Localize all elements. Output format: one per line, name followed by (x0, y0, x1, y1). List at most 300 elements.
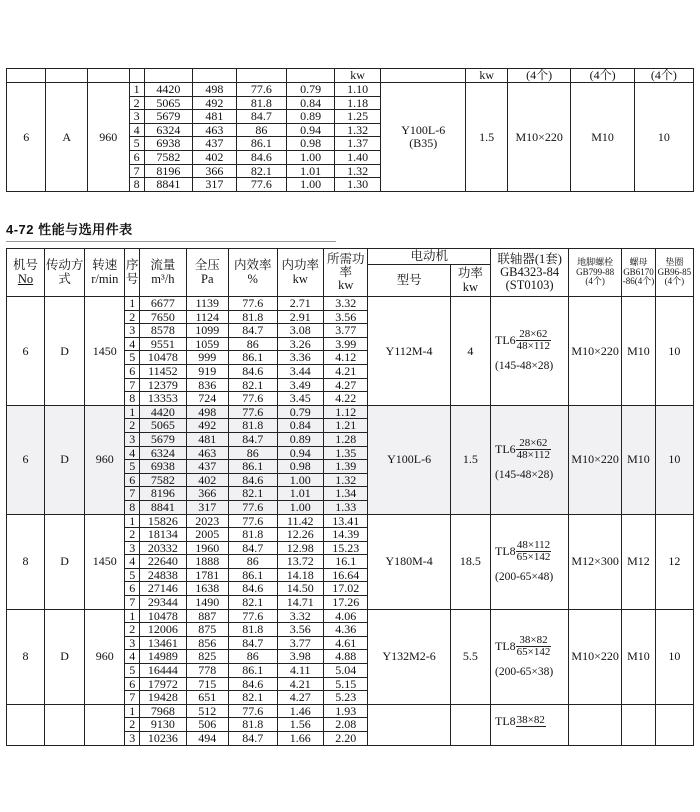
eff-cell: 81.8 (236, 96, 286, 110)
motor-model-cell (381, 83, 466, 192)
coupling-prefix: TL6 (495, 442, 516, 457)
header-seq: 序号 (125, 249, 140, 297)
flow-cell: 13353 (140, 392, 187, 406)
seq-cell: 6 (125, 364, 140, 378)
flow-cell: 5065 (140, 419, 187, 433)
drive-cell: D (45, 514, 85, 609)
washer-cell (655, 704, 693, 745)
coupling-fraction (516, 438, 551, 461)
pressure-cell: 1888 (186, 555, 228, 569)
table-row (7, 609, 694, 623)
table-row (7, 297, 694, 311)
seq-cell: 1 (125, 704, 140, 718)
drive-cell: D (45, 609, 85, 704)
pressure-cell: 2005 (186, 528, 228, 542)
coupling-prefix: TL8 (495, 713, 516, 728)
machine-no-cell: 8 (7, 609, 45, 704)
flow-cell: 6938 (140, 460, 187, 474)
inner-power-cell: 3.49 (277, 378, 324, 392)
pressure-cell: 317 (186, 500, 228, 514)
flow-cell: 19428 (140, 691, 187, 705)
seq-cell: 1 (125, 297, 140, 311)
seq-cell: 4 (125, 555, 140, 569)
coupling-numerator: 38×82 (516, 714, 545, 727)
req-power-cell: 5.15 (324, 677, 368, 691)
eff-cell: 82.1 (236, 164, 286, 178)
inner-power-cell: 4.27 (277, 691, 324, 705)
washer-cell: 10 (655, 609, 693, 704)
coupling-spec: (200-65×38) (495, 666, 554, 679)
inner-power-cell: 0.84 (277, 419, 324, 433)
coupling-fraction (516, 329, 551, 352)
req-power-cell: 4.22 (324, 392, 368, 406)
seq-cell: 8 (129, 178, 144, 192)
pressure-cell: 437 (192, 137, 236, 151)
eff-cell: 86.1 (228, 568, 277, 582)
eff-cell: 84.7 (228, 636, 277, 650)
coupling-fraction (516, 715, 546, 727)
inner-power-cell: 1.56 (277, 718, 324, 732)
header-fragment-cell: (4个) (571, 69, 634, 83)
motor-power-cell (450, 704, 490, 745)
eff-cell: 84.6 (228, 473, 277, 487)
inner-power-cell: 1.00 (277, 500, 324, 514)
seq-cell: 5 (125, 568, 140, 582)
pressure-cell: 2023 (186, 514, 228, 528)
header-anchor-bolt: 地脚螺栓 GB799-88 (4个) (569, 249, 622, 297)
req-power-cell: 4.12 (324, 351, 368, 365)
anchor-bolt-cell: M10×220 (507, 83, 570, 192)
motor-power-cell: 4 (450, 297, 490, 406)
coupling-numerator: 28×62 (516, 438, 551, 450)
header-speed: 转速 r/min (85, 249, 125, 297)
coupling-cell (491, 514, 569, 609)
eff-cell: 82.1 (228, 691, 277, 705)
req-power-cell: 16.64 (324, 568, 368, 582)
req-power-cell: 2.20 (324, 732, 368, 746)
seq-cell: 6 (129, 150, 144, 164)
eff-cell: 77.6 (228, 514, 277, 528)
header-fragment-cell: kw (466, 69, 508, 83)
req-power-cell: 4.27 (324, 378, 368, 392)
flow-cell: 4420 (144, 83, 192, 97)
req-power-cell: 13.41 (324, 514, 368, 528)
coupling-fraction (516, 635, 552, 658)
coupling-spec: (145-48×28) (495, 469, 554, 482)
title-divider (6, 241, 336, 242)
seq-cell: 5 (125, 664, 140, 678)
table-main (6, 248, 694, 746)
pressure-cell: 778 (186, 664, 228, 678)
header-motor-model: 型号 (368, 265, 450, 297)
coupling-cell (491, 609, 569, 704)
coupling-cell (491, 704, 569, 745)
eff-cell: 77.6 (228, 297, 277, 311)
req-power-cell: 5.04 (324, 664, 368, 678)
header-fragment-cell (46, 69, 88, 83)
flow-cell: 8196 (140, 487, 187, 501)
seq-cell: 8 (125, 500, 140, 514)
seq-cell: 1 (125, 514, 140, 528)
eff-cell: 77.6 (228, 392, 277, 406)
pressure-cell: 724 (186, 392, 228, 406)
pressure-cell: 715 (186, 677, 228, 691)
inner-power-cell: 1.00 (287, 178, 335, 192)
table-continued (6, 68, 694, 192)
flow-cell: 5065 (144, 96, 192, 110)
inner-power-cell: 0.79 (287, 83, 335, 97)
flow-cell: 7582 (144, 150, 192, 164)
drive-cell: A (46, 83, 88, 192)
seq-cell: 8 (125, 392, 140, 406)
pressure-cell: 402 (192, 150, 236, 164)
drive-cell (45, 704, 85, 745)
inner-power-cell: 14.71 (277, 596, 324, 610)
flow-cell: 22640 (140, 555, 187, 569)
seq-cell: 2 (129, 96, 144, 110)
req-power-cell: 16.1 (324, 555, 368, 569)
coupling-denominator: 48×112 (516, 449, 550, 462)
inner-power-cell: 0.84 (287, 96, 335, 110)
eff-cell: 77.6 (228, 609, 277, 623)
eff-cell: 86 (228, 337, 277, 351)
seq-cell: 7 (125, 487, 140, 501)
inner-power-cell: 0.89 (277, 432, 324, 446)
inner-power-cell: 3.98 (277, 650, 324, 664)
header-fragment-cell: (4个) (634, 69, 693, 83)
pressure-cell: 836 (186, 378, 228, 392)
flow-cell: 29344 (140, 596, 187, 610)
seq-cell: 3 (125, 324, 140, 338)
seq-cell: 5 (125, 351, 140, 365)
inner-power-cell: 1.46 (277, 704, 324, 718)
pressure-cell: 856 (186, 636, 228, 650)
pressure-cell: 506 (186, 718, 228, 732)
seq-cell: 3 (129, 110, 144, 124)
inner-power-cell: 0.79 (277, 405, 324, 419)
flow-cell: 5679 (144, 110, 192, 124)
seq-cell: 7 (125, 691, 140, 705)
seq-cell: 2 (125, 310, 140, 324)
header-fragment-cell (381, 69, 466, 83)
section-title: 4-72 性能与选用件表 (6, 222, 133, 237)
performance-table (6, 248, 694, 746)
inner-power-cell: 13.72 (277, 555, 324, 569)
eff-cell: 77.6 (228, 704, 277, 718)
inner-power-cell: 14.50 (277, 582, 324, 596)
seq-cell: 2 (125, 623, 140, 637)
eff-cell: 84.6 (228, 364, 277, 378)
flow-cell: 7650 (140, 310, 187, 324)
header-motor: 电动机 (368, 249, 491, 265)
req-power-cell: 17.02 (324, 582, 368, 596)
eff-cell: 77.6 (236, 178, 286, 192)
flow-cell: 7968 (140, 704, 187, 718)
header-fragment-cell: (4个) (507, 69, 570, 83)
pressure-cell: 1638 (186, 582, 228, 596)
header-fragment-cell (287, 69, 335, 83)
req-power-cell: 4.21 (324, 364, 368, 378)
req-power-cell: 4.36 (324, 623, 368, 637)
seq-cell: 7 (129, 164, 144, 178)
flow-cell: 24838 (140, 568, 187, 582)
seq-cell: 7 (125, 378, 140, 392)
coupling-numerator: 48×112 (516, 539, 551, 552)
pressure-cell: 481 (192, 110, 236, 124)
motor-power-cell: 1.5 (466, 83, 508, 192)
flow-cell: 20332 (140, 541, 187, 555)
seq-cell: 4 (125, 650, 140, 664)
inner-power-cell: 0.98 (277, 460, 324, 474)
eff-cell: 84.7 (228, 324, 277, 338)
inner-power-cell: 4.11 (277, 664, 324, 678)
washer-cell: 10 (634, 83, 693, 192)
header-machine-no: 机号 No (7, 249, 45, 297)
drive-cell: D (45, 297, 85, 406)
flow-cell: 17972 (140, 677, 187, 691)
performance-table-continued (6, 68, 694, 192)
eff-cell: 84.6 (228, 677, 277, 691)
eff-cell: 86 (236, 123, 286, 137)
pressure-cell: 875 (186, 623, 228, 637)
pressure-cell: 1490 (186, 596, 228, 610)
speed-cell: 960 (87, 83, 129, 192)
eff-cell: 82.1 (228, 378, 277, 392)
eff-cell: 82.1 (228, 487, 277, 501)
eff-cell: 84.6 (228, 582, 277, 596)
req-power-cell: 1.39 (324, 460, 368, 474)
coupling-prefix: TL8 (495, 639, 516, 654)
pressure-cell: 498 (192, 83, 236, 97)
machine-no-cell (7, 704, 45, 745)
req-power-cell: 14.39 (324, 528, 368, 542)
header-eff: 内效率 % (228, 249, 277, 297)
pressure-cell: 494 (186, 732, 228, 746)
motor-model-line2: (B35) (409, 135, 438, 150)
pressure-cell: 999 (186, 351, 228, 365)
machine-no-cell: 6 (7, 405, 45, 514)
header-fragment-cell (236, 69, 286, 83)
req-power-cell: 1.28 (324, 432, 368, 446)
table-row (7, 514, 694, 528)
req-power-cell: 1.30 (335, 178, 381, 192)
pressure-cell: 1124 (186, 310, 228, 324)
coupling-prefix: TL6 (495, 333, 516, 348)
inner-power-cell: 1.66 (277, 732, 324, 746)
inner-power-cell: 11.42 (277, 514, 324, 528)
motor-power-cell: 1.5 (450, 405, 490, 514)
eff-cell: 77.6 (228, 500, 277, 514)
header-washer: 垫圈 GB96-85 (4个) (655, 249, 693, 297)
req-power-cell: 1.40 (335, 150, 381, 164)
header-flow: 流量 m³/h (140, 249, 187, 297)
req-power-cell: 3.77 (324, 324, 368, 338)
pressure-cell: 512 (186, 704, 228, 718)
machine-no-cell: 6 (7, 297, 45, 406)
flow-cell: 18134 (140, 528, 187, 542)
inner-power-cell: 0.89 (287, 110, 335, 124)
seq-cell: 2 (125, 419, 140, 433)
seq-cell: 3 (125, 541, 140, 555)
eff-cell: 84.7 (228, 432, 277, 446)
header-req-power: 所需功率 kw (324, 249, 368, 297)
flow-cell: 8196 (144, 164, 192, 178)
header-fragment-cell (144, 69, 192, 83)
flow-cell: 8841 (144, 178, 192, 192)
eff-cell: 81.8 (228, 623, 277, 637)
washer-cell: 10 (655, 297, 693, 406)
req-power-cell: 3.99 (324, 337, 368, 351)
flow-cell: 6324 (140, 446, 187, 460)
motor-model-line1: Y100L-6 (401, 123, 446, 138)
inner-power-cell: 3.45 (277, 392, 324, 406)
flow-cell: 8578 (140, 324, 187, 338)
req-power-cell: 1.35 (324, 446, 368, 460)
table-row (7, 83, 694, 97)
header-fragment-cell (192, 69, 236, 83)
eff-cell: 82.1 (228, 596, 277, 610)
inner-power-cell: 2.91 (277, 310, 324, 324)
header-fragment-cell: kw (335, 69, 381, 83)
eff-cell: 81.8 (228, 528, 277, 542)
header-pressure: 全压 Pa (186, 249, 228, 297)
flow-cell: 10478 (140, 351, 187, 365)
nut-cell (622, 704, 656, 745)
motor-power-cell: 18.5 (450, 514, 490, 609)
pressure-cell: 437 (186, 460, 228, 474)
coupling-numerator: 38×82 (516, 635, 552, 647)
anchor-bolt-cell: M10×220 (569, 405, 622, 514)
seq-cell: 4 (129, 123, 144, 137)
seq-cell: 6 (125, 582, 140, 596)
inner-power-cell: 3.44 (277, 364, 324, 378)
motor-model-cell (368, 704, 450, 745)
flow-cell: 4420 (140, 405, 187, 419)
flow-cell: 10478 (140, 609, 187, 623)
eff-cell: 77.6 (228, 405, 277, 419)
coupling-cell (491, 405, 569, 514)
req-power-cell: 4.88 (324, 650, 368, 664)
req-power-cell: 1.37 (335, 137, 381, 151)
flow-cell: 6324 (144, 123, 192, 137)
speed-cell: 960 (85, 405, 125, 514)
req-power-cell: 1.32 (324, 473, 368, 487)
flow-cell: 11452 (140, 364, 187, 378)
seq-cell: 1 (125, 609, 140, 623)
motor-model-cell: Y112M-4 (368, 297, 450, 406)
eff-cell: 84.7 (228, 541, 277, 555)
header-fragment-cell (7, 69, 46, 83)
anchor-bolt-cell: M10×220 (569, 297, 622, 406)
eff-cell: 84.7 (236, 110, 286, 124)
header-fragment-cell (87, 69, 129, 83)
seq-cell: 2 (125, 528, 140, 542)
motor-model-cell: Y100L-6 (368, 405, 450, 514)
req-power-cell: 1.32 (335, 164, 381, 178)
seq-cell: 3 (125, 636, 140, 650)
table-row (7, 704, 694, 718)
speed-cell: 1450 (85, 297, 125, 406)
req-power-cell: 2.08 (324, 718, 368, 732)
seq-cell: 2 (125, 718, 140, 732)
req-power-cell: 1.33 (324, 500, 368, 514)
seq-cell: 5 (129, 137, 144, 151)
pressure-cell: 1059 (186, 337, 228, 351)
anchor-bolt-cell: M12×300 (569, 514, 622, 609)
flow-cell: 16444 (140, 664, 187, 678)
eff-cell: 81.8 (228, 310, 277, 324)
header-coupling: 联轴器(1套) GB4323-84 (ST0103) (491, 249, 569, 297)
eff-cell: 77.6 (236, 83, 286, 97)
anchor-bolt-cell: M10×220 (569, 609, 622, 704)
req-power-cell: 3.56 (324, 310, 368, 324)
flow-cell: 14989 (140, 650, 187, 664)
inner-power-cell: 3.56 (277, 623, 324, 637)
inner-power-cell: 0.94 (287, 123, 335, 137)
pressure-cell: 651 (186, 691, 228, 705)
req-power-cell: 1.18 (335, 96, 381, 110)
pressure-cell: 825 (186, 650, 228, 664)
motor-power-cell: 5.5 (450, 609, 490, 704)
flow-cell: 15826 (140, 514, 187, 528)
eff-cell: 86 (228, 446, 277, 460)
seq-cell: 4 (125, 446, 140, 460)
flow-cell: 6938 (144, 137, 192, 151)
pressure-cell: 463 (192, 123, 236, 137)
flow-cell: 9551 (140, 337, 187, 351)
req-power-cell: 4.61 (324, 636, 368, 650)
req-power-cell: 1.21 (324, 419, 368, 433)
header-motor-power: 功率 kw (450, 265, 490, 297)
inner-power-cell: 1.01 (287, 164, 335, 178)
flow-cell: 13461 (140, 636, 187, 650)
machine-no-cell: 8 (7, 514, 45, 609)
seq-cell: 3 (125, 732, 140, 746)
pressure-cell: 1139 (186, 297, 228, 311)
eff-cell: 86.1 (228, 351, 277, 365)
inner-power-cell: 1.00 (277, 473, 324, 487)
req-power-cell: 4.06 (324, 609, 368, 623)
coupling-cell (491, 297, 569, 406)
inner-power-cell: 0.94 (277, 446, 324, 460)
eff-cell: 86.1 (228, 664, 277, 678)
pressure-cell: 1960 (186, 541, 228, 555)
inner-power-cell: 0.98 (287, 137, 335, 151)
seq-cell: 5 (125, 460, 140, 474)
washer-cell: 10 (655, 405, 693, 514)
req-power-cell: 1.32 (335, 123, 381, 137)
seq-cell: 6 (125, 473, 140, 487)
inner-power-cell: 3.08 (277, 324, 324, 338)
seq-cell: 3 (125, 432, 140, 446)
coupling-numerator: 28×62 (516, 329, 551, 341)
seq-cell: 6 (125, 677, 140, 691)
pressure-cell: 492 (186, 419, 228, 433)
nut-cell: M10 (571, 83, 634, 192)
speed-cell: 1450 (85, 514, 125, 609)
eff-cell: 86.1 (236, 137, 286, 151)
flow-cell: 7582 (140, 473, 187, 487)
eff-cell: 86 (228, 650, 277, 664)
flow-cell: 6677 (140, 297, 187, 311)
inner-power-cell: 12.26 (277, 528, 324, 542)
flow-cell: 10236 (140, 732, 187, 746)
nut-cell: M12 (622, 514, 656, 609)
header-fragment-cell (129, 69, 144, 83)
req-power-cell: 1.25 (335, 110, 381, 124)
req-power-cell: 17.26 (324, 596, 368, 610)
req-power-cell: 1.12 (324, 405, 368, 419)
